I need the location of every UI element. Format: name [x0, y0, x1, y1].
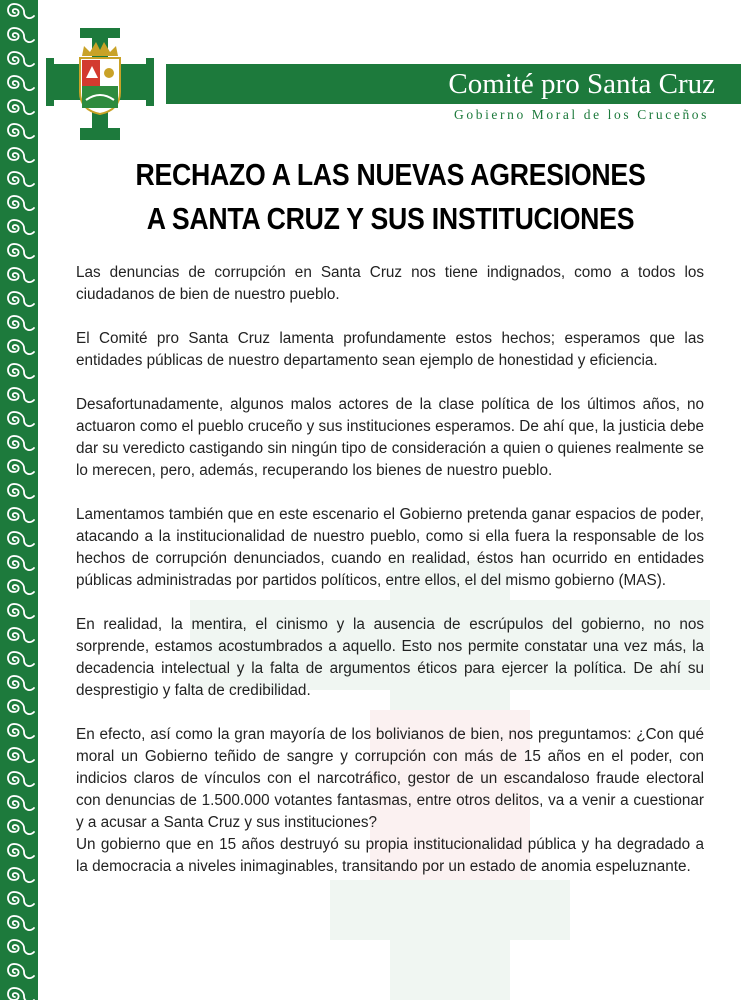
paragraph-1: Las denuncias de corrupción en Santa Cruz nos tiene indignados, como a todos los ciudadanos de bien de nuestro pueblo. [76, 264, 704, 303]
paragraph-7: Un gobierno que en 15 años destruyó su propia institucionalidad pública y ha degradado a la democracia a niveles inimaginables, transitando por un estado de anomia espeluznante. [76, 836, 704, 875]
paragraph-3: Desafortunadamente, algunos malos actores de la clase política de los últimos años, no actuaron como el pueblo cruceño y sus instituciones esperamos. De ahí que, la justicia debe dar su veredicto castigando sin ningún tipo de consideración a quien o quienes realmente se lo merecen, pero, además, recuperando los bienes de nuestro pueblo. [76, 396, 704, 479]
organization-title: Comité pro Santa Cruz [448, 68, 715, 100]
headline-line-1: RECHAZO A LAS NUEVAS AGRESIONES [135, 157, 646, 192]
decorative-wave-border-icon [0, 0, 38, 1000]
headline-line-2: A SANTA CRUZ Y SUS INSTITUCIONES [146, 201, 635, 236]
paragraph-2: El Comité pro Santa Cruz lamenta profundamente estos hechos; esperamos que las entidades públicas de nuestro departamento sean ejemplo de honestidad y eficiencia. [76, 330, 704, 369]
green-cross-crest-icon [46, 28, 154, 140]
paragraph-6: En efecto, así como la gran mayoría de los bolivianos de bien, nos preguntamos: ¿Con qué moral un Gobierno teñido de sangre y corrupción con más de 15 años en el poder, con indicios claros de vínculos con el narcotráfico, gestor de un escandaloso fraude electoral con denuncias de 1.500.000 votantes fantasmas, entre otros delitos, va a venir a cuestionar y a acusar a Santa Cruz y sus instituciones? [76, 726, 704, 831]
paragraph-5: En realidad, la mentira, el cinismo y la ausencia de escrúpulos del gobierno, no nos sorprende, estamos acostumbrados a aquello. Esto nos permite constatar una vez más, la decadencia intelectual y la falta de argumentos éticos para ejercer la política. De ahí su desprestigio y falta de credibilidad. [76, 616, 704, 699]
statement-body [76, 262, 704, 878]
organization-subtitle: Gobierno Moral de los Cruceños [454, 107, 709, 122]
paragraph-4: Lamentamos también que en este escenario el Gobierno pretenda ganar espacios de poder, atacando a la institucionalidad de nuestro pueblo, como si ella fuera la responsable de los hechos de corrupción denunciados, cuando en realidad, éstos han ocurrido en entidades públicas administradas por partidos políticos, entre ellos, el del mismo gobierno (MAS). [76, 506, 704, 589]
header-bar [166, 64, 741, 104]
